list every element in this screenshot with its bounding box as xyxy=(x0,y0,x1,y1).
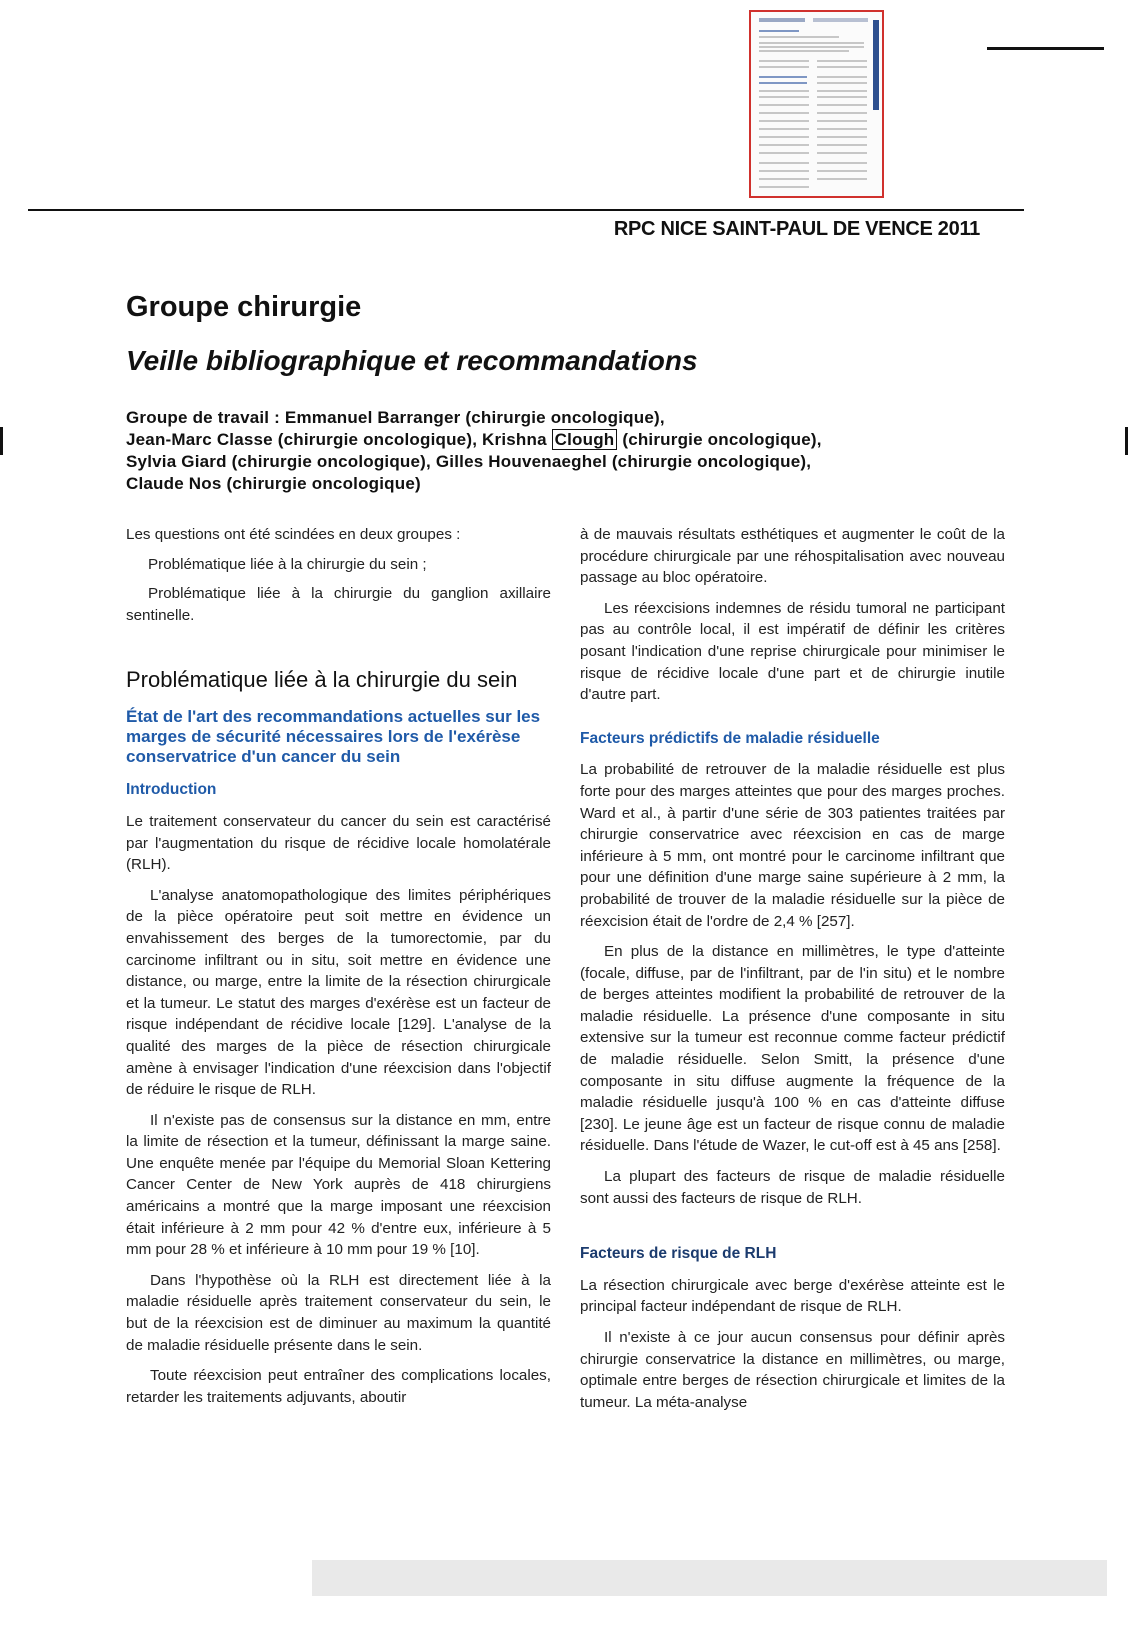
header-rule xyxy=(28,209,1024,211)
paragraph: En plus de la distance en millimètres, le type d'atteinte (focale, diffuse, par de l'infiltrant, par de l'in situ) et le nombre de berges atteintes modifient la probabilité de retrouver de la maladie résiduelle. La présence d'une composante in situ extensive sur la tumeur est reconnue comme facteur prédictif de maladie résiduelle. Selon Smitt, la présence d'une composante in situ diffuse augmente la fréquence de la maladie résiduelle jusqu'à 100 % en cas d'atteinte diffuse [230]. Le jeune âge est un facteur de risque connu de maladie résiduelle. Dans l'étude de Wazer, le cut-off est à 45 ans [258]. xyxy=(580,943,1005,1155)
margin-mark-left xyxy=(0,427,3,455)
section-heading: Problématique liée à la chirurgie du sein xyxy=(126,667,518,693)
paragraph: La plupart des facteurs de risque de maladie résiduelle sont aussi des facteurs de risque de RLH. xyxy=(580,1168,1005,1207)
page-subtitle: Veille bibliographique et recommandations xyxy=(126,345,698,376)
introduction-heading: Introduction xyxy=(126,781,217,799)
left-column xyxy=(126,524,551,1417)
paragraph: La probabilité de retrouver de la maladie résiduelle est plus forte pour des marges atteintes que pour des marges proches. Ward et al., à partir d'une série de 303 patientes traitées par chirurgie conservatrice avec réexcision en cas de marge inférieure à 5 mm, ont montré pour le carcinome infiltrant que pour une définition d'une marge saine supérieure à 2 mm, la probabilité de trouver de la maladie résiduelle sur la pièce de réexcision était de l'ordre de 2,4 % [257]. xyxy=(580,761,1005,930)
margin-mark-right xyxy=(1125,427,1128,455)
paragraph: à de mauvais résultats esthétiques et augmenter le coût de la procédure chirurgicale par une réhospitalisation avec nouveau passage au bloc opératoire. xyxy=(580,526,1005,587)
authors-line-3: Sylvia Giard (chirurgie oncologique), Gilles Houvenaeghel (chirurgie oncologique), xyxy=(126,452,812,471)
authors-line-4: Claude Nos (chirurgie oncologique) xyxy=(126,474,421,493)
question-2: Problématique liée à la chirurgie du ganglion axillaire sentinelle. xyxy=(126,585,551,624)
paragraph: Dans l'hypothèse où la RLH est directement liée à la maladie résiduelle après traitement conservateur du sein, le but de la réexcision est de diminuer au maximum la quantité de maladie résiduelle présente dans le sein. xyxy=(126,1271,551,1354)
right-column xyxy=(580,524,1005,1422)
highlighted-author: Clough xyxy=(552,429,618,450)
paragraph: Les réexcisions indemnes de résidu tumoral ne participant pas au contrôle local, il est impératif de définir les critères posant l'indication d'une reprise chirurgicale pour minimiser le risque de récidive locale d'une part et de chirurgie inutile d'autre part. xyxy=(580,599,1005,704)
authors-line-1: Groupe de travail : Emmanuel Barranger (chirurgie oncologique), xyxy=(126,408,665,427)
residual-disease-heading: Facteurs prédictifs de maladie résiduelle xyxy=(580,729,880,747)
paragraph: L'analyse anatomopathologique des limites périphériques de la pièce opératoire peut soit mettre en évidence un envahissement des berges de la tumorectomie, par du carcinome infiltrant ou in situ, soit mettre en évidence une distance, ou marge, entre la limite de la résection chirurgicale et la tumeur. Le statut des marges d'exérèse est un facteur de risque indépendant de récidive locale [129]. L'analyse de la qualité des marges de la pièce de résection chirurgicale amène à envisager l'indication d'une réexcision dans l'objectif de réduire le risque de RLH. xyxy=(126,886,551,1099)
running-head: RPC NICE SAINT-PAUL DE VENCE 2011 xyxy=(613,218,980,240)
rlh-risk-heading: Facteurs de risque de RLH xyxy=(580,1245,777,1263)
questions-intro: Les questions ont été scindées en deux groupes : xyxy=(126,526,461,543)
paragraph: Toute réexcision peut entraîner des complications locales, retarder les traitements adjuvants, aboutir xyxy=(126,1367,551,1406)
corner-rule xyxy=(987,47,1104,50)
question-1: Problématique liée à la chirurgie du sein ; xyxy=(148,555,427,573)
paragraph: Il n'existe à ce jour aucun consensus pour définir après chirurgie conservatrice la distance en millimètres, ou marge, optimale entre berges de résection chirurgicale et limites de la tumeur. La méta-analyse xyxy=(580,1329,1005,1411)
paragraph: Le traitement conservateur du cancer du sein est caractérisé par l'augmentation du risque de récidive locale homolatérale (RLH). xyxy=(126,812,551,874)
subsection-heading: État de l'art des recommandations actuelles sur les marges de sécurité nécessaires lors de l'exérèse conservatrice d'un cancer du sein xyxy=(126,707,541,767)
page-thumbnail xyxy=(749,10,884,198)
paragraph: Il n'existe pas de consensus sur la distance en mm, entre la limite de résection et la tumeur, définissant la marge saine. Une enquête menée par l'équipe du Memorial Sloan Kettering Cancer Center de New York auprès de 418 chirurgiens américains a montré que la marge imposant une réexcision était inférieure à 2 mm pour 42 % d'entre eux, inférieure à 5 mm pour 28 % et inférieure à 10 mm pour 19 % [10]. xyxy=(126,1111,551,1259)
authors-line-2b: (chirurgie oncologique), xyxy=(617,430,822,449)
footer-bar xyxy=(312,1560,1107,1596)
authors-line-2a: Jean-Marc Classe (chirurgie oncologique), Krishna xyxy=(126,430,552,449)
paragraph: La résection chirurgicale avec berge d'exérèse atteinte est le principal facteur indépendant de risque de RLH. xyxy=(580,1276,1005,1316)
authors-block xyxy=(126,407,986,495)
page-title: Groupe chirurgie xyxy=(126,291,362,323)
